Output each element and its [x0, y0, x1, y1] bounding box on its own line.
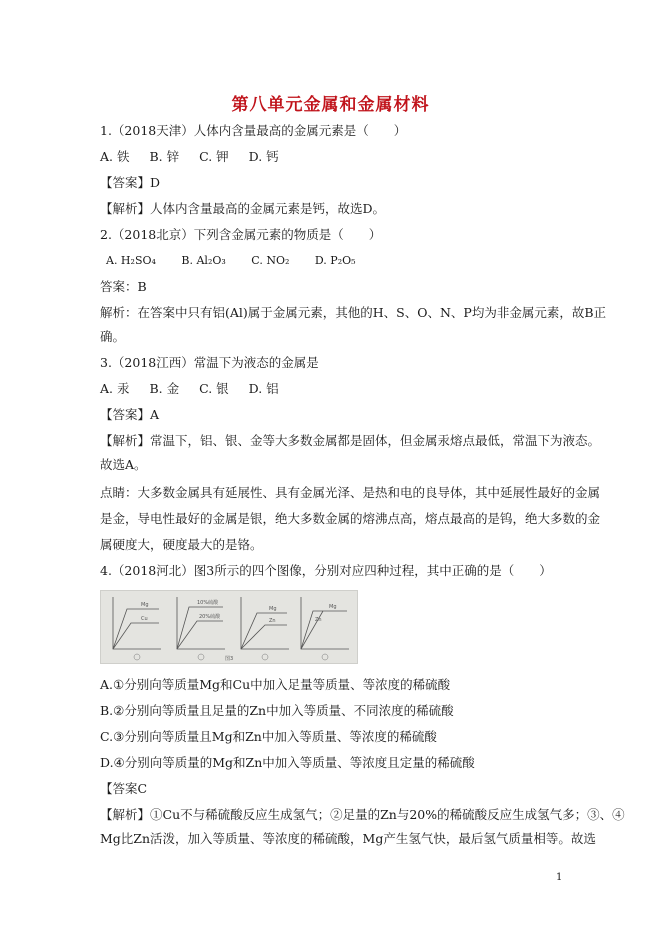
q2-analysis-line-1: 解析：在答案中只有铝(Al)属于金属元素，其他的H、S、O、N、P均为非金属元素，故B正 — [100, 305, 607, 320]
graph-2-label-20: 20%硫酸 — [199, 614, 221, 620]
q3-options — [100, 380, 295, 398]
q3-tip-line-2: 是金，导电性最好的金属是银，绝大多数金属的熔沸点高，熔点最高的是钨，绝大多数的金 — [100, 511, 601, 526]
figure-caption: 图3 — [225, 656, 234, 662]
graph-4-mg-line — [301, 611, 347, 649]
q3-analysis-line-1: 【解析】常温下，铝、银、金等大多数金属都是固体，但金属汞熔点最低，常温下为液态。 — [100, 433, 601, 448]
graph-1-label-mg: Mg — [141, 602, 149, 608]
q2-option-c: C. NO₂ — [251, 254, 290, 267]
q3-option-b: B. 金 — [149, 381, 180, 396]
q2-answer: 答案：B — [100, 279, 147, 294]
graph-4-axes — [301, 597, 349, 649]
q1-analysis: 【解析】人体内含量最高的金属元素是钙，故选D。 — [100, 201, 386, 216]
q4-analysis-line-2: Mg比Zn活泼，加入等质量、等浓度的稀硫酸，Mg产生氢气快，最后氢气质量相等。故选 — [100, 831, 596, 846]
q1-option-c: C. 钾 — [199, 149, 229, 164]
graph-2-number-mark — [198, 654, 204, 660]
q2-options — [106, 252, 378, 270]
q3-stem: 3.（2018江西）常温下为液态的金属是 — [100, 355, 319, 370]
graph-1-label-cu: Cu — [141, 616, 148, 622]
graph-3-label-mg: Mg — [269, 606, 277, 612]
q3-option-a: A. 汞 — [100, 381, 130, 396]
q3-option-d: D. 铝 — [248, 381, 279, 396]
graph-4-label-zn: Zn — [315, 617, 322, 623]
q3-tip-line-1: 点睛：大多数金属具有延展性、具有金属光泽、是热和电的良导体，其中延展性最好的金属 — [100, 485, 601, 500]
graph-4-number-mark — [322, 654, 328, 660]
q1-answer: 【答案】D — [100, 175, 161, 190]
q4-option-b: B.②分别向等质量且足量的Zn中加入等质量、不同浓度的稀硫酸 — [100, 703, 454, 718]
q4-option-a: A.①分别向等质量Mg和Cu中加入足量等质量、等浓度的稀硫酸 — [100, 677, 451, 692]
graph-1-cu-line — [113, 623, 159, 649]
q3-answer: 【答案】A — [100, 407, 160, 422]
q4-option-d: D.④分别向等质量的Mg和Zn中加入等质量、等浓度且定量的稀硫酸 — [100, 755, 475, 770]
q1-options — [100, 148, 295, 166]
figure-3-svg — [101, 591, 357, 663]
q4-answer: 【答案C — [100, 781, 148, 796]
q4-analysis-line-1: 【解析】①Cu不与稀硫酸反应生成氢气；②足量的Zn与20%的稀硫酸反应生成氢气多；③、④ — [100, 807, 625, 822]
graph-1-number-mark — [134, 654, 140, 660]
graph-3-axes — [241, 597, 289, 649]
q2-option-d: D. P₂O₅ — [314, 254, 356, 267]
graph-2-label-10: 10%硫酸 — [197, 600, 219, 606]
graph-3-number-mark — [262, 654, 268, 660]
q2-stem: 2.（2018北京）下列含金属元素的物质是（ ） — [100, 227, 382, 242]
q1-stem: 1.（2018天津）人体内含量最高的金属元素是（ ） — [100, 123, 407, 138]
graph-3-mg-line — [241, 613, 287, 649]
q2-option-a: A. H₂SO₄ — [106, 254, 156, 267]
q1-option-a: A. 铁 — [100, 149, 130, 164]
q3-tip-line-3: 属硬度大，硬度最大的是铬。 — [100, 537, 263, 552]
graph-1-mg-line — [113, 609, 159, 649]
q4-stem: 4.（2018河北）图3所示的四个图像，分别对应四种过程，其中正确的是（ ） — [100, 563, 552, 578]
q2-analysis-line-2: 确。 — [100, 329, 126, 344]
graph-4-label-mg: Mg — [329, 604, 337, 610]
q4-option-c: C.③分别向等质量且Mg和Zn中加入等质量、等浓度的稀硫酸 — [100, 729, 437, 744]
q3-option-c: C. 银 — [199, 381, 229, 396]
figure-3-graphs — [100, 590, 358, 664]
q1-option-b: B. 锌 — [149, 149, 180, 164]
q3-analysis-line-2: 故选A。 — [100, 457, 147, 472]
page-number: 1 — [556, 872, 563, 883]
graph-3-label-zn: Zn — [269, 618, 276, 624]
q2-option-b: B. Al₂O₃ — [181, 254, 226, 267]
page-title: 第八单元金属和金属材料 — [231, 95, 430, 115]
graph-3-zn-line — [241, 625, 287, 649]
q1-option-d: D. 钙 — [248, 149, 279, 164]
